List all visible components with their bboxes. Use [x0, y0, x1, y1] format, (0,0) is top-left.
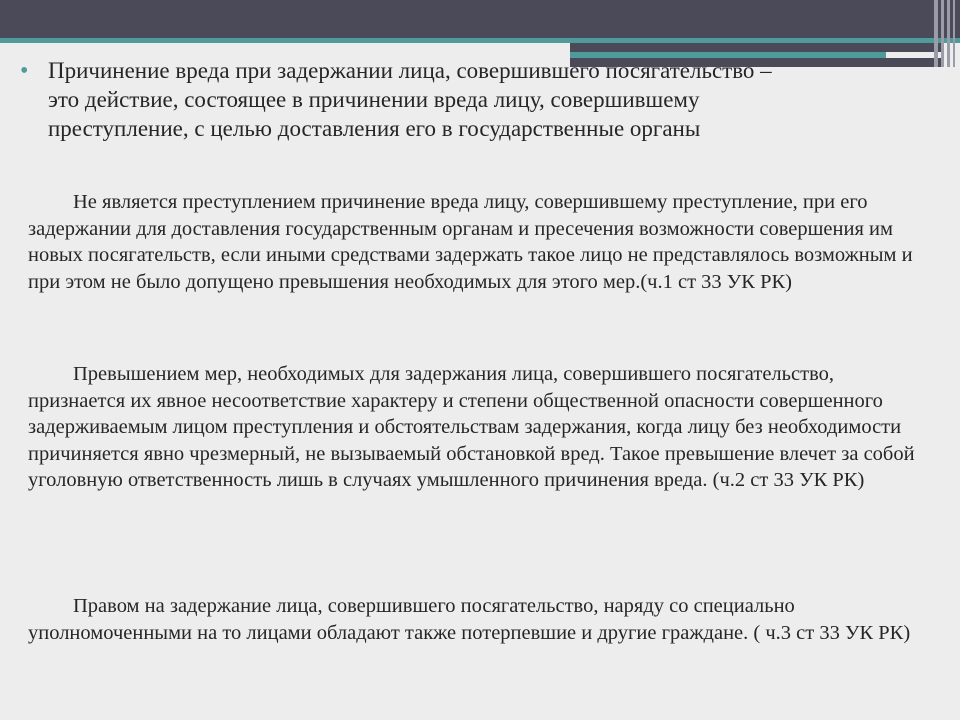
header-deco-stripe: [947, 0, 950, 67]
paragraph-part-3: [28, 593, 928, 646]
paragraph-text: Превышением мер, необходимых для задержания лица, совершившего посягательство, признается их явное несоответствие характеру и степени общественной опасности совершенного задерживаемым лицом преступления и обстоятельствам задержания, когда лицу без необходимости причиняется явно чрезмерный, не вызываемый обстановкой вред. Такое превышение влечет за собой уголовную ответственность лишь в случаях умышленного причинения вреда. (ч.2 ст 33 УК РК): [28, 363, 915, 491]
paragraph-part-1: [28, 189, 928, 295]
header-deco-band: [570, 43, 942, 52]
header-deco-stripe: [934, 0, 938, 67]
bullet-text: Причинение вреда при задержании лица, совершившего посягательство – это действие, состоящее в причинении вреда лицу, совершившему преступление, с целью доставления его в государственные органы: [48, 58, 772, 141]
paragraph-text: Правом на задержание лица, совершившего посягательство, наряду со специально уполномоченными на то лицами обладают также потерпевшие и другие граждане. ( ч.3 ст 33 УК РК): [28, 595, 911, 644]
bullet-icon: •: [20, 58, 29, 84]
header-bar: [0, 0, 960, 38]
paragraph-text: Не является преступлением причинение вреда лицу, совершившему преступление, при его задержании для доставления государственным органам и пресечения возможности совершения им новых посягательств, если иными средствами задержать такое лицо не представлялось возможным и при этом не было допущено превышения необходимых для этого мер.(ч.1 ст 33 УК РК): [28, 191, 913, 293]
bullet-item: [20, 56, 780, 143]
paragraph-part-2: [28, 361, 928, 494]
header-deco-stripe: [941, 0, 944, 67]
header-deco-stripe: [953, 0, 955, 67]
